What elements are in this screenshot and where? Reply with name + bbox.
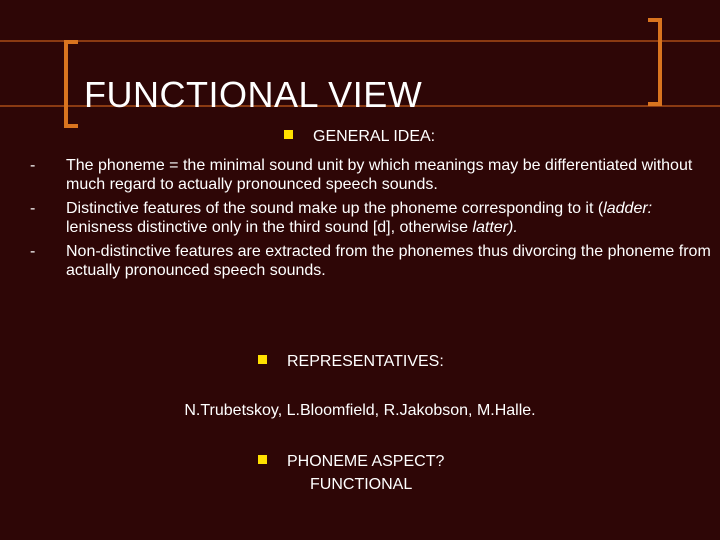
slide-title: FUNCTIONAL VIEW: [84, 74, 423, 115]
point-text: Distinctive features of the sound make up the phoneme corresponding to it (: [66, 200, 604, 217]
general-idea-point: [30, 199, 714, 237]
representatives-names: N.Trubetskoy, L.Bloomfield, R.Jakobson, M.Halle.: [184, 402, 536, 419]
point-text: The phoneme = the minimal sound unit by which meanings may be differentiated without much regard to actually pronounced speech sounds.: [66, 157, 693, 193]
dash-bullet-icon: -: [30, 200, 36, 217]
representatives-heading: REPRESENTATIVES:: [287, 353, 444, 370]
square-bullet-icon: [284, 130, 293, 139]
dash-bullet-icon: -: [30, 157, 36, 174]
right-bracket-decoration: [648, 18, 662, 106]
general-idea-list: [30, 156, 714, 285]
dash-bullet-icon: -: [30, 243, 36, 260]
left-bracket-decoration: [64, 40, 78, 128]
point-text-italic: latter).: [472, 219, 518, 236]
point-text: Non-distinctive features are extracted from the phonemes thus divorcing the phoneme from actually pronounced speech sounds.: [66, 243, 711, 279]
general-idea-point: [30, 242, 714, 280]
representatives-heading-row: [258, 353, 444, 371]
decorative-line-top: [0, 40, 720, 42]
point-text-italic: ladder:: [603, 200, 653, 217]
general-idea-heading-row: [284, 128, 435, 146]
square-bullet-icon: [258, 355, 267, 364]
point-text: lenisness distinctive only in the third sound [d], otherwise: [66, 219, 473, 236]
phoneme-aspect-heading-row: [258, 453, 444, 471]
phoneme-aspect-answer: FUNCTIONAL: [310, 476, 413, 493]
general-idea-point: [30, 156, 714, 194]
square-bullet-icon: [258, 455, 267, 464]
phoneme-aspect-heading: PHONEME ASPECT?: [287, 453, 445, 470]
general-idea-heading: GENERAL IDEA:: [313, 128, 436, 145]
